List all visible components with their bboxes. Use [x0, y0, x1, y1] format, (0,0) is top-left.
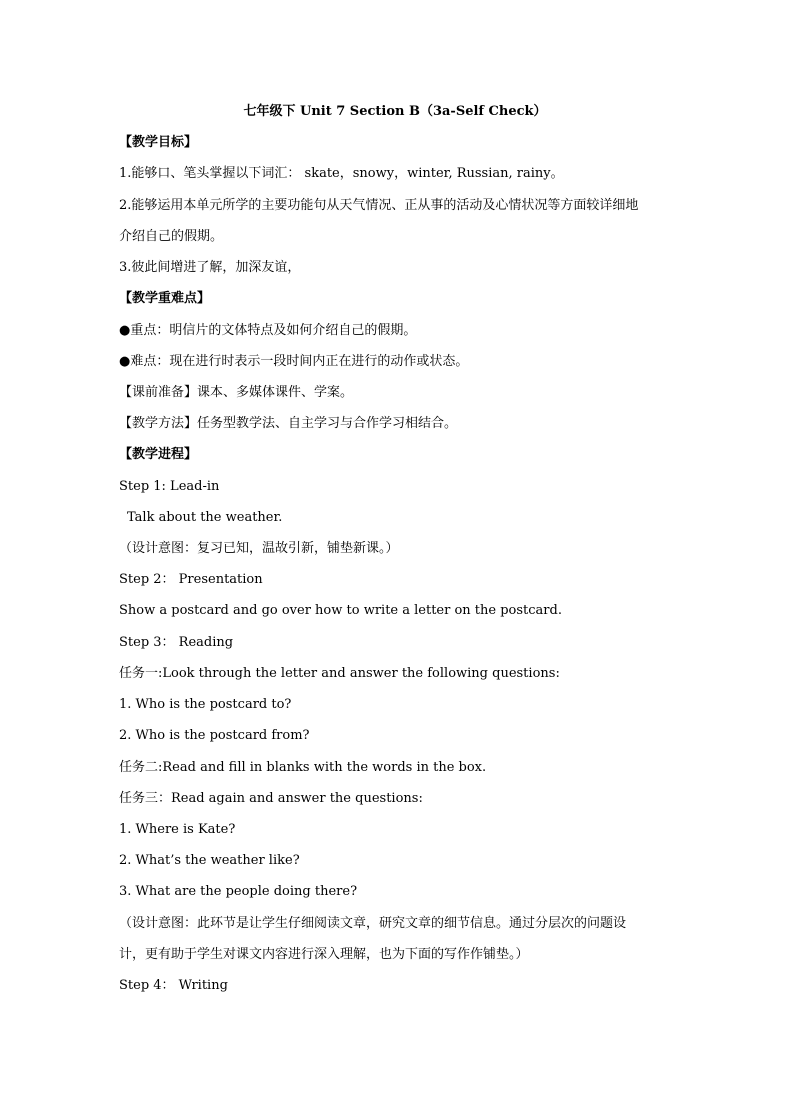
step-1-heading: Step 1: Lead-in — [119, 479, 220, 494]
design-note-1: （设计意图：复习已知，温故引新，铺垫新课。） — [119, 541, 399, 556]
task-3-question-3: 3. What are the people doing there? — [119, 884, 358, 899]
design-note-2-cont: 计，更有助于学生对课文内容进行深入理解，也为下面的写作作铺垫。） — [119, 947, 529, 962]
step-4-heading: Step 4： Writing — [119, 978, 228, 993]
section-heading-process: 【教学进程】 — [119, 447, 198, 462]
key-point: ●重点：明信片的文体特点及如何介绍自己的假期。 — [119, 323, 417, 338]
objective-3: 3.彼此间增进了解，加深友谊， — [119, 260, 301, 275]
section-heading-key-points: 【教学重难点】 — [119, 291, 211, 306]
section-heading-objectives: 【教学目标】 — [119, 135, 198, 150]
objective-1: 1.能够口、笔头掌握以下词汇： skate，snowy，winter, Russian, rainy。 — [119, 166, 564, 181]
task-3-question-1: 1. Where is Kate? — [119, 822, 236, 837]
objective-2-cont: 介绍自己的假期。 — [119, 229, 224, 244]
objective-2: 2.能够运用本单元所学的主要功能句从天气情况、正从事的活动及心情状况等方面较详细地 — [119, 198, 639, 213]
step-2-heading: Step 2： Presentation — [119, 572, 263, 587]
step-1-content: Talk about the weather. — [127, 510, 283, 525]
design-note-2: （设计意图：此环节是让学生仔细阅读文章，研究文章的细节信息。通过分层次的问题设 — [119, 916, 627, 931]
task-3: 任务三：Read again and answer the questions: — [119, 791, 423, 806]
preparation: 【课前准备】课本、多媒体课件、学案。 — [119, 385, 354, 400]
task-2: 任务二:Read and fill in blanks with the words in the box. — [119, 760, 487, 775]
document-title: 七年级下 Unit 7 Section B（3a-Self Check） — [243, 104, 547, 119]
difficult-point: ●难点：现在进行时表示一段时间内正在进行的动作或状态。 — [119, 354, 469, 369]
teaching-method: 【教学方法】任务型教学法、自主学习与合作学习相结合。 — [119, 416, 458, 431]
task-3-question-2: 2. What’s the weather like? — [119, 853, 300, 868]
task-1-question-2: 2. Who is the postcard from? — [119, 728, 310, 743]
task-1: 任务一:Look through the letter and answer the following questions: — [119, 666, 560, 681]
step-2-content: Show a postcard and go over how to write a letter on the postcard. — [119, 603, 562, 618]
step-3-heading: Step 3： Reading — [119, 635, 234, 650]
task-1-question-1: 1. Who is the postcard to? — [119, 697, 292, 712]
